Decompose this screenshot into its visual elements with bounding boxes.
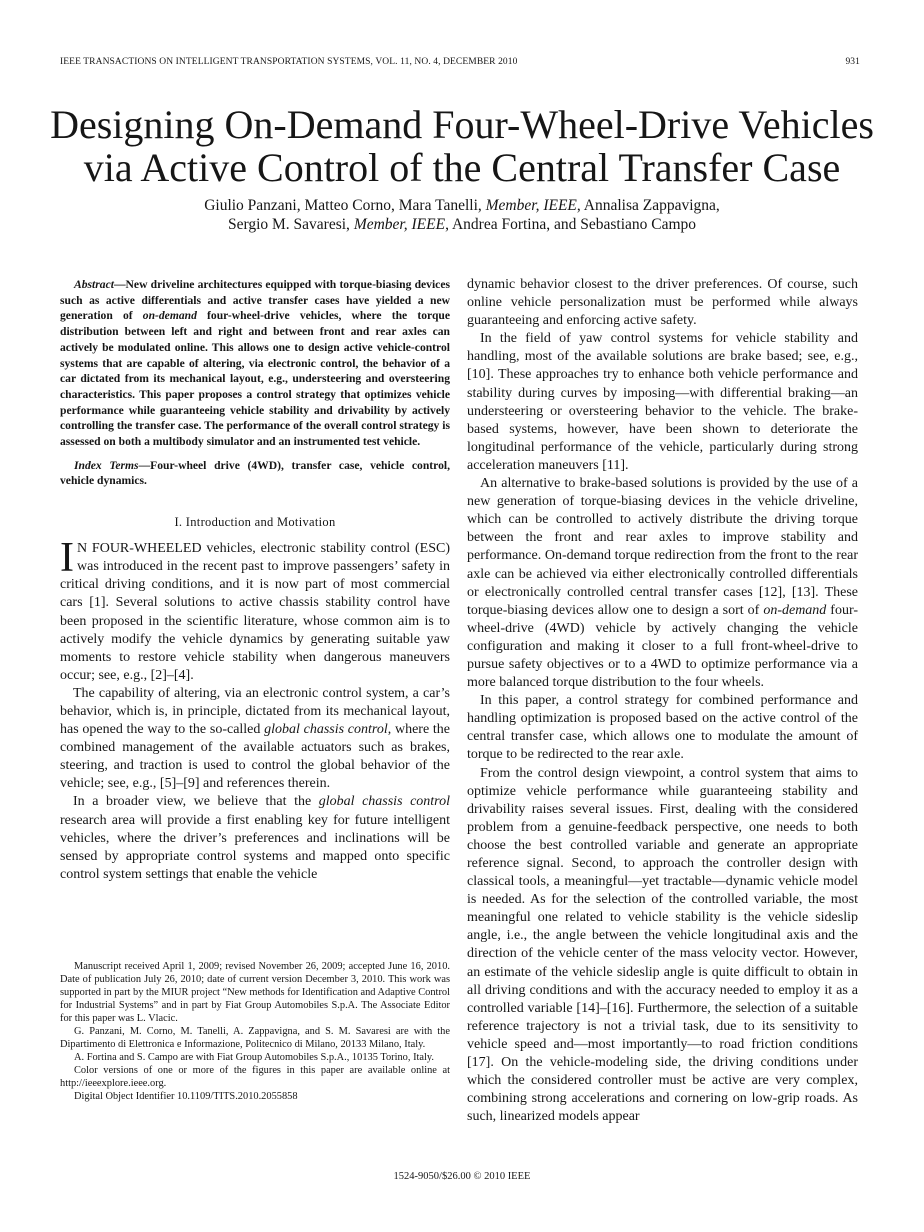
paragraph-text: four-wheel-drive (4WD) vehicle by actively changing the vehicle configuration and making it closer to a full front-wheel-drive to pursue safety objectives or to a 4WD to optimize performance via a more balanced torque distribution to the four wheels. [467, 602, 858, 691]
authors-line-2 [0, 215, 924, 234]
emphasis: global chassis control [264, 722, 388, 738]
emphasis: global chassis control [318, 794, 450, 810]
paragraph [60, 535, 450, 685]
paragraph-text: An alternative to brake-based solutions is provided by the use of a new generation of torque-biasing devices in the vehicle driveline, which can be controlled to actively distribute the driving torque between the front and rear axles to improve stability and performance. On-demand torque redirection from the front to the rear axle can be achieved via either electronically controlled differentials or electronically controlled central transfer cases [12], [13]. These torque-biasing devices allow one to design a sort of [467, 476, 858, 618]
footnote: Digital Object Identifier 10.1109/TITS.2010.2055858 [74, 1091, 298, 1102]
paragraph-text: , where the combined management of the available actuators such as brakes, steering, and traction is used to control the global behavior of the vehicle; see, e.g., [5]–[9] and references therein. [60, 722, 450, 792]
paragraph-text: The capability of altering, via an electronic control system, a car’s behavior, which is, in principle, dictated from its mechanical layout, has opened the way to the so-called [60, 685, 450, 738]
authors-text: Sergio M. Savaresi, [227, 216, 354, 233]
paragraph-text: research area will provide a first enabling key for future intelligent vehicles, where the driver’s preferences and inclinations will be sensed by appropriate control systems and mapped onto specific control system settings that enable the vehicle [60, 812, 450, 882]
title-line-1: Designing On-Demand Four-Wheel-Drive Vehicles [50, 102, 874, 147]
authors-text: Giulio Panzani, Matteo Corno, Mara Tanelli, [204, 197, 486, 214]
abstract [60, 277, 450, 450]
authors-line-1 [0, 196, 924, 215]
member-title: Member, IEEE [353, 216, 446, 233]
paragraph [60, 685, 450, 794]
paragraph: In the field of yaw control systems for vehicle stability and handling, most of the available solutions are brake based; see, e.g., [10]. These approaches try to enhance both vehicle performance and stability during curves by imposing—with differential braking—an understeering or oversteering behavior to the vehicle. The brake-based systems, however, have been shown to deteriorate the longitudinal performance of the vehicle, particularly during strong acceleration maneuvers [11]. [467, 331, 858, 473]
paragraph: From the control design viewpoint, a control system that aims to optimize vehicle performance while guaranteeing stability and drivability raises several issues. First, dealing with the considered problem from a genuine-feedback perspective, one needs to both choose the best controlled variable and generate an appropriate reference signal. Second, to approach the controller design with classical tools, a meaningful—yet tractable—dynamic vehicle model is needed. As for the selection of the controlled variable, the most meaningful one related to vehicle stability is the vehicle sideslip angle, i.e., the angle between the vehicle longitudinal axis and the direction of the vehicle center of the mass velocity vector. However, an estimate of the vehicle sideslip angle is quite difficult to obtain in all driving conditions and with the accuracy needed to employ it as a controlled variable [14]–[16]. Furthermore, the selection of a suitable reference trajectory is not a trivial task, due to its sensitivity to vehicle speed and—most importantly—to road friction conditions [17]. On the vehicle-modeling side, the driving conditions under which the considered controller must be active are very complex, combining strong accelerations and cornering on low-grip roads. As such, linearized models appear [467, 765, 858, 1125]
title-line-2: via Active Control of the Central Transfer Case [83, 145, 841, 190]
paragraph [467, 475, 858, 692]
index-terms [60, 458, 450, 489]
abstract-emphasis: on-demand [142, 309, 197, 323]
index-terms-lead: Index Terms [74, 458, 139, 472]
page-number: 931 [845, 57, 860, 67]
authors-text: , Andrea Fortina, and Sebastiano Campo [445, 216, 697, 233]
abstract-text: —New driveline architectures equipped with torque-biasing devices such as active differentials and active transfer cases have yielded a new generation of [60, 278, 450, 323]
journal-name: IEEE TRANSACTIONS ON INTELLIGENT TRANSPORTATION SYSTEMS, VOL. 11, NO. 4, DECEMBER 2010 [60, 57, 518, 67]
running-header [60, 57, 860, 67]
paragraph: dynamic behavior closest to the driver preferences. Of course, such online vehicle personalization must be performed while always guaranteeing and enforcing active safety. [467, 277, 858, 329]
authors-text: , Annalisa Zappavigna, [576, 197, 720, 214]
paragraph [60, 793, 450, 883]
right-column [467, 276, 858, 1126]
section-heading: I. Introduction and Motivation [174, 515, 336, 530]
emphasis: on-demand [763, 602, 827, 618]
paragraph-text: N FOUR-WHEELED vehicles, electronic stability control (ESC) was introduced in the recent past to improve passengers’ safety in critical driving conditions, and it is now part of most commercial cars [1]. Several solutions to active chassis stability control have been proposed in the scientific literature, whose common aim is to actively modify the vehicle dynamics by generating suitable yaw moments to restore vehicle stability when dangerous maneuvers occur; see, e.g., [2]–[4]. [60, 541, 450, 683]
index-terms-text: —Four-wheel drive (4WD), transfer case, vehicle control, vehicle dynamics. [60, 458, 450, 488]
abstract-text: four-wheel-drive vehicles, where the torque distribution between left and right and between front and rear axles can actively be modulated online. This allows one to design active vehicle-control systems that are capable of altering, via electronic control, the behavior of a car dictated from its mechanical layout, e.g., understeering and oversteering characteristics. This paper proposes a control strategy that optimizes vehicle performance while guaranteeing vehicle stability and drivability by actively controlling the transfer case. The performance of the overall control strategy is assessed on both a multibody simulator and an instrumented test vehicle. [60, 309, 450, 449]
footnote: G. Panzani, M. Corno, M. Tanelli, A. Zappavigna, and S. M. Savaresi are with the Dipartimento di Elettronica e Informazione, Politecnico di Milano, 20133 Milano, Italy. [60, 1026, 450, 1050]
paragraph-text: In a broader view, we believe that the [73, 794, 319, 810]
intro-body [60, 535, 450, 884]
paper-title [0, 103, 924, 189]
footnote: A. Fortina and S. Campo are with Fiat Group Automobiles S.p.A., 10135 Torino, Italy. [74, 1052, 435, 1063]
abstract-lead: Abstract [74, 278, 114, 291]
footnotes [60, 960, 450, 1103]
member-title: Member, IEEE [485, 197, 577, 214]
footnote: Manuscript received April 1, 2009; revised November 26, 2009; accepted June 16, 2010. Date of publication July 26, 2010; date of current version December 3, 2010. This work was supported in part by the MIUR project “New methods for Identification and Adaptive Control for Industrial Systems” and in part by Fiat Group Automobiles S.p.A. The Associate Editor for this paper was L. Vlacic. [60, 961, 450, 1024]
copyright-footer: 1524-9050/$26.00 © 2010 IEEE [393, 1171, 531, 1182]
author-list [0, 196, 924, 234]
left-column [60, 277, 450, 884]
drop-cap: I [60, 535, 74, 582]
footnote: Color versions of one or more of the figures in this paper are available online at http://ieeexplore.ieee.org. [60, 1065, 450, 1089]
paragraph: In this paper, a control strategy for combined performance and handling optimization is proposed based on the active control of the central transfer case, which allows one to modulate the amount of torque to be redirected to the rear axle. [467, 693, 858, 763]
